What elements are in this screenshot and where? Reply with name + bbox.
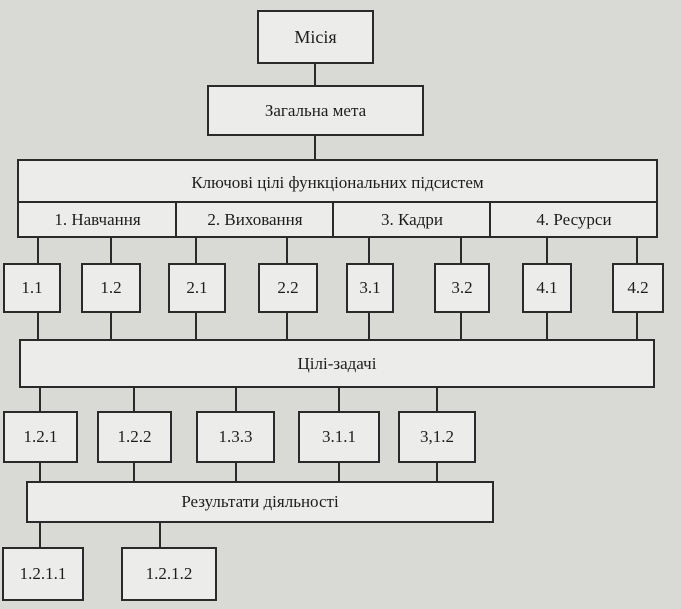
task-box: 3,1.2 — [398, 411, 476, 463]
results-label: Результати діяльності — [181, 492, 339, 511]
tasks-label: Цілі-задачі — [297, 353, 377, 373]
goal-box: 1.2 — [81, 263, 141, 313]
task-box: 1.2.1 — [3, 411, 78, 463]
mission-label: Місія — [294, 26, 337, 47]
subsystem-education: 1. Навчання — [54, 210, 141, 229]
result-box: 1.2.1.2 — [121, 547, 217, 601]
goal-box: 2.2 — [258, 263, 318, 313]
results-box — [26, 481, 494, 523]
task-box: 3.1.1 — [298, 411, 380, 463]
general-goal-label: Загальна мета — [264, 100, 367, 120]
subsystem-staff: 3. Кадри — [381, 210, 443, 229]
subsystem-upbringing: 2. Виховання — [207, 210, 303, 229]
task-box: 1.2.2 — [97, 411, 172, 463]
result-box: 1.2.1.1 — [2, 547, 84, 601]
goal-box: 3.1 — [346, 263, 394, 313]
goal-box: 4.2 — [612, 263, 664, 313]
task-box: 1.3.3 — [196, 411, 275, 463]
goal-box: 3.2 — [434, 263, 490, 313]
key-goals-title: Ключові цілі функціональних підсистем — [191, 173, 484, 192]
goal-box: 2.1 — [168, 263, 226, 313]
tasks-box — [19, 339, 655, 388]
subsystem-resources: 4. Ресурси — [536, 210, 612, 229]
goal-box: 1.1 — [3, 263, 61, 313]
goal-box: 4.1 — [522, 263, 572, 313]
